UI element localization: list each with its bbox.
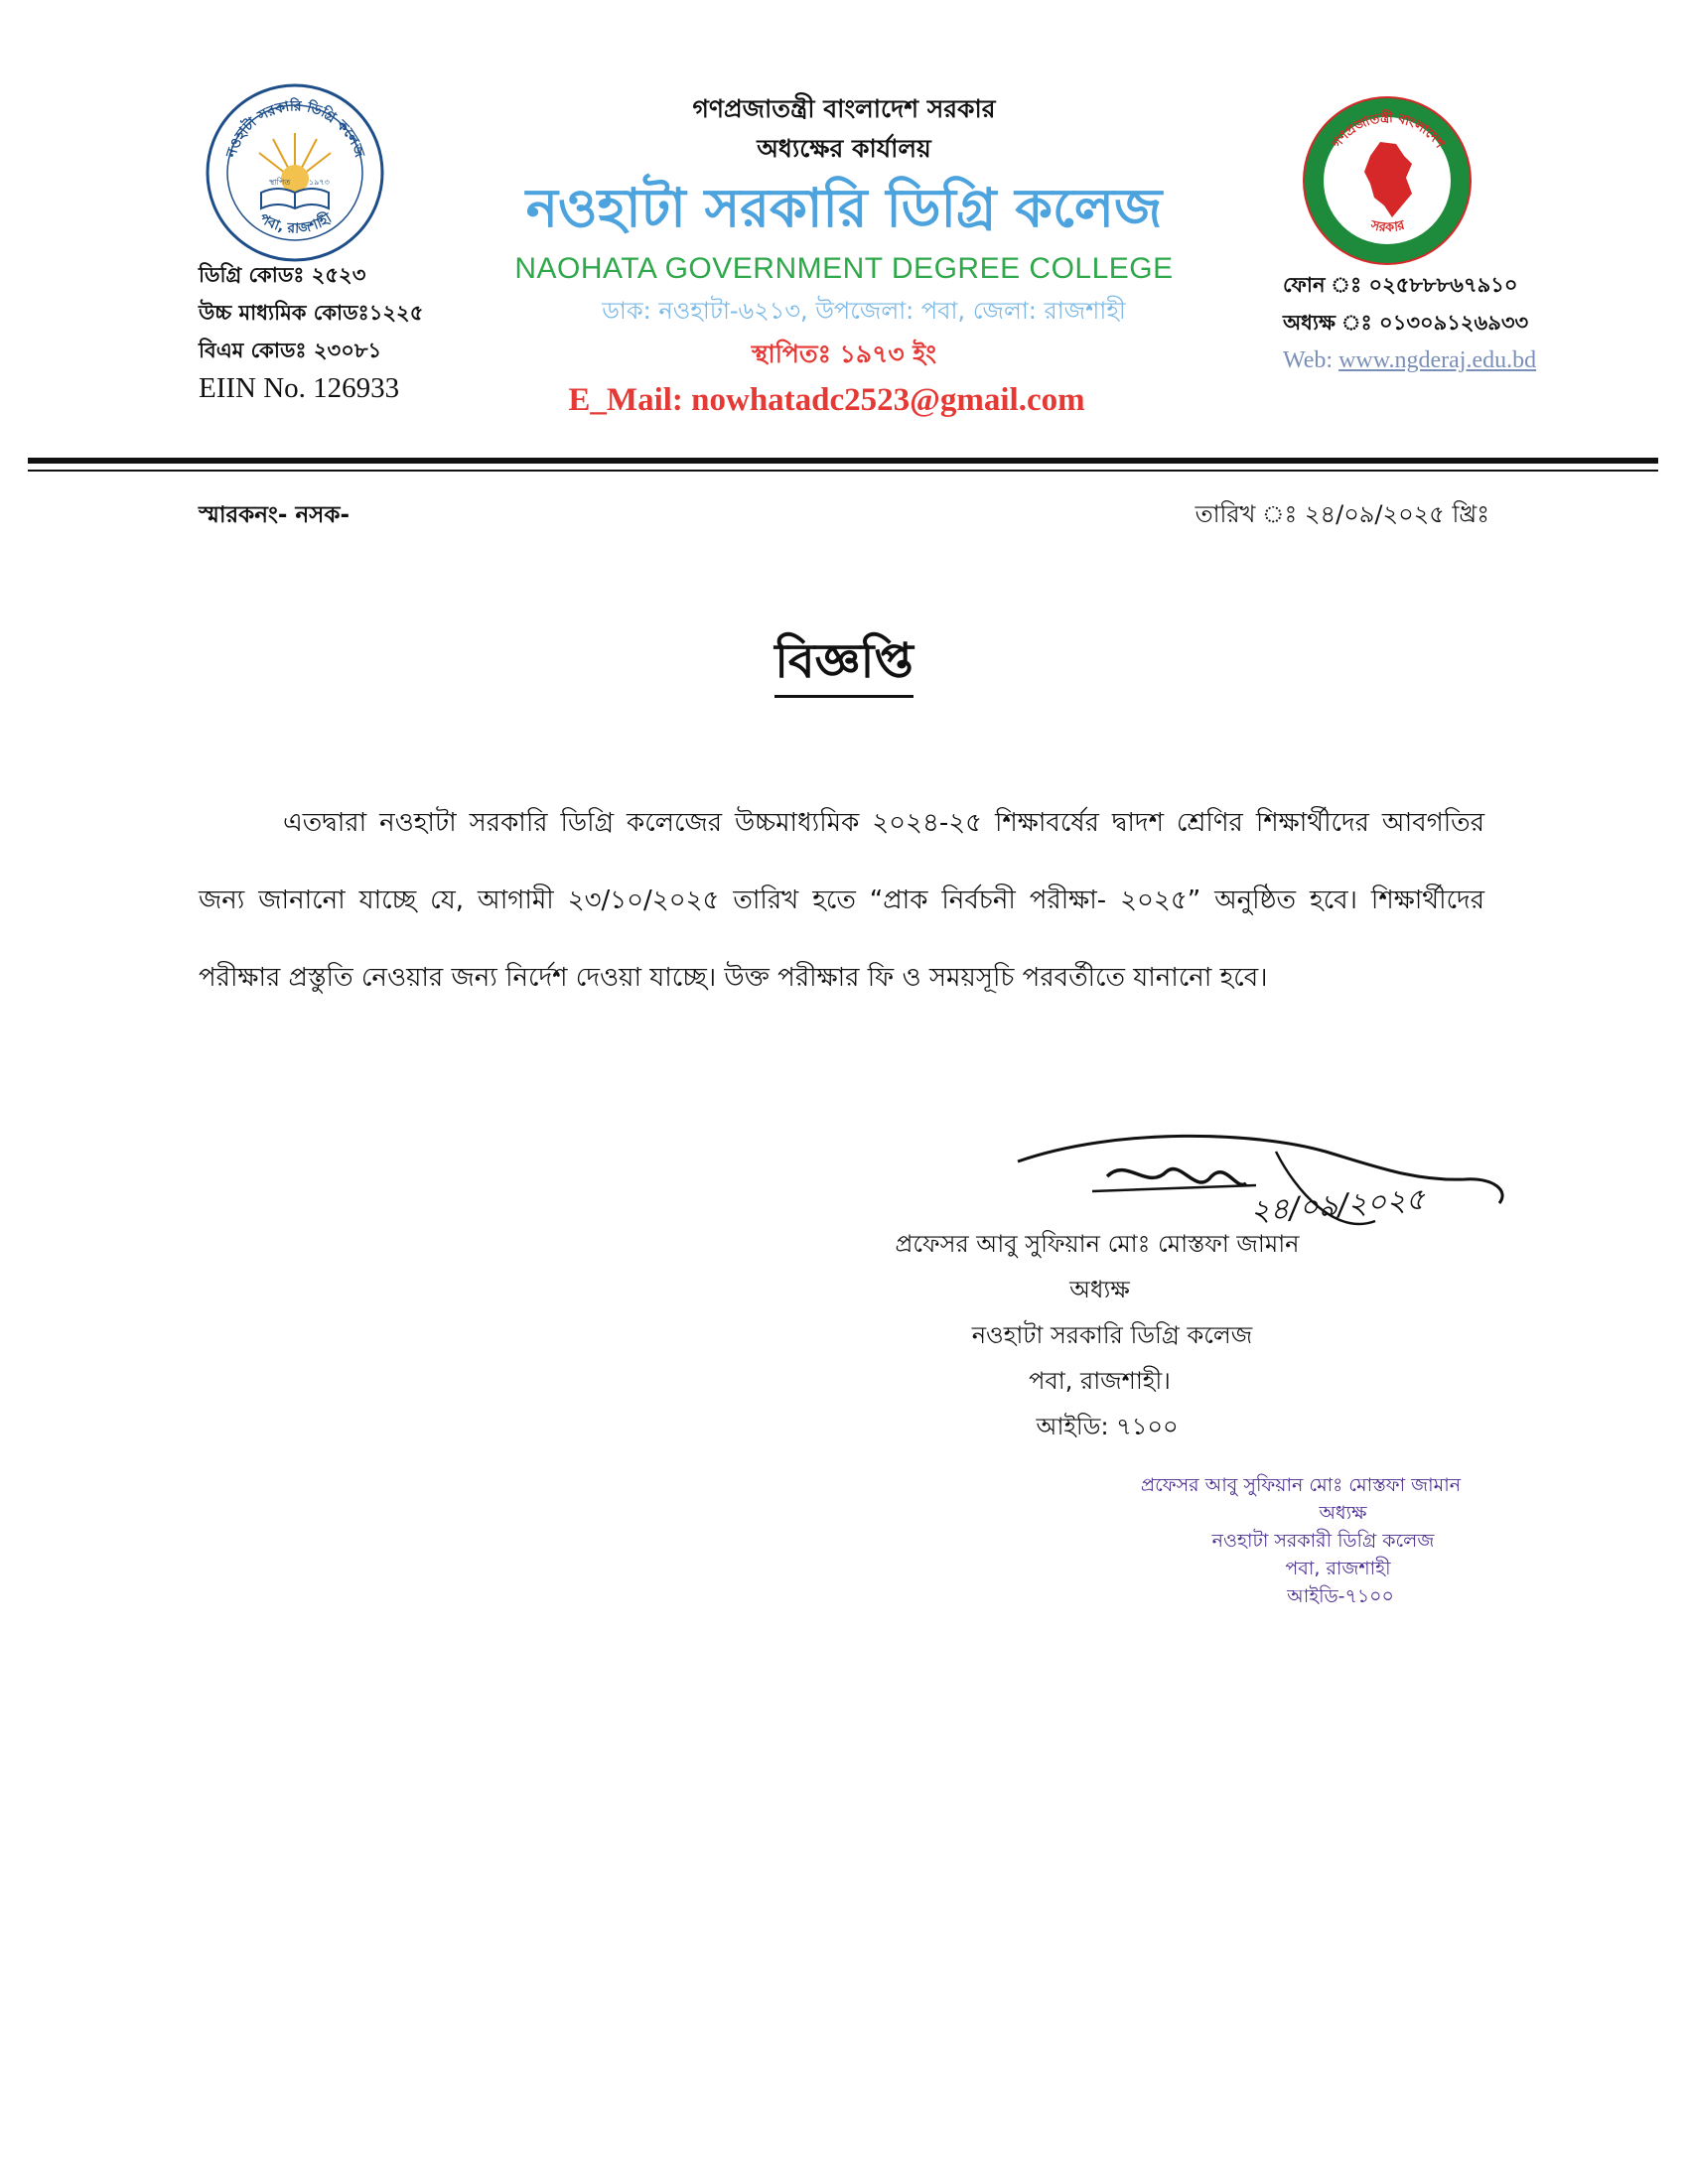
svg-text:১৯৭৩: ১৯৭৩ bbox=[309, 178, 330, 187]
svg-text:পবা, রাজশাহী: পবা, রাজশাহী bbox=[256, 210, 335, 237]
stamp-id: আইডি-৭১০০ bbox=[1287, 1585, 1394, 1607]
phone-number: ফোন ঃ ০২৫৮৮৮৬৭৯১০ bbox=[1283, 273, 1518, 297]
web-label: Web: bbox=[1283, 347, 1339, 373]
notice-title bbox=[0, 625, 1688, 704]
svg-text:২৪/০৯/২০২৫: ২৪/০৯/২০২৫ bbox=[1249, 1181, 1427, 1229]
svg-text:স্থাপিত: স্থাপিত bbox=[269, 178, 291, 187]
header-divider-thin bbox=[28, 470, 1658, 472]
website-link[interactable]: www.ngderaj.edu.bd bbox=[1338, 347, 1537, 373]
established-year: স্থাপিতঃ ১৯৭৩ ইং bbox=[751, 340, 937, 368]
college-logo bbox=[204, 81, 387, 265]
college-name-english: NAOHATA GOVERNMENT DEGREE COLLEGE bbox=[514, 252, 1174, 285]
government-name: গণপ্রজাতন্ত্রী বাংলাদেশ সরকার bbox=[692, 94, 996, 123]
office-name: অধ্যক্ষের কার্যালয় bbox=[757, 134, 931, 163]
notice-body: এতদ্বারা নওহাটা সরকারি ডিগ্রি কলেজের উচ্চমাধ্যমিক ২০২৪-২৫ শিক্ষাবর্ষের দ্বাদশ শ্রেণির শিক্ষার্থীদের আবগতির জন্য জানানো যাচ্ছে যে, আগামী ২৩/১০/২০২৫ তারিখ হতে “প্রাক নির্বচনী পরীক্ষা- ২০২৫” অনুষ্ঠিত হবে। শিক্ষার্থীদের পরীক্ষার প্রস্তুতি নেওয়ার জন্য নির্দেশ দেওয়া যাচ্ছে। উক্ত পরীক্ষার ফি ও সময়সূচি পরবর্তীতে যানানো হবে। bbox=[199, 808, 1484, 993]
notice-date: তারিখ ঃ ২৪/০৯/২০২৫ খ্রিঃ bbox=[1195, 500, 1489, 528]
header-divider-thick bbox=[28, 458, 1658, 464]
signatory-designation: অধ্যক্ষ bbox=[1069, 1276, 1130, 1303]
bm-code: বিএম কোডঃ ২৩০৮১ bbox=[199, 339, 382, 362]
letterhead bbox=[477, 87, 1211, 423]
notice-title-text: বিজ্ঞপ্তি bbox=[774, 633, 914, 698]
website bbox=[1283, 341, 1536, 379]
college-email: E_Mail: nowhatadc2523@gmail.com bbox=[568, 382, 1085, 418]
svg-text:নওহাটা সরকারি ডিগ্রি কলেজ: নওহাটা সরকারি ডিগ্রি কলেজ bbox=[223, 98, 367, 160]
contact-info bbox=[1283, 266, 1536, 379]
signature-block bbox=[854, 1221, 1509, 1449]
stamp-designation: অধ্যক্ষ bbox=[1319, 1502, 1367, 1524]
memo-number: স্মারকনং- নসক- bbox=[199, 502, 350, 528]
government-seal bbox=[1301, 94, 1475, 268]
svg-text:গণপ্রজাতন্ত্রী বাংলাদেশ: গণপ্রজাতন্ত্রী বাংলাদেশ bbox=[1330, 110, 1447, 152]
stamp-name: প্রফেসর আবু সুফিয়ান মোঃ মোস্তফা জামান bbox=[1140, 1474, 1462, 1496]
college-name-bangla: নওহাটা সরকারি ডিগ্রি কলেজ bbox=[525, 177, 1163, 239]
stamp-place: পবা, রাজশাহী bbox=[1285, 1558, 1391, 1579]
hsc-code: উচ্চ মাধ্যমিক কোডঃ১২২৫ bbox=[199, 301, 424, 325]
official-stamp bbox=[1053, 1471, 1509, 1610]
college-codes bbox=[199, 256, 423, 407]
signatory-college: নওহাটা সরকারি ডিগ্রি কলেজ bbox=[971, 1321, 1253, 1349]
stamp-college: নওহাটা সরকারী ডিগ্রি কলেজ bbox=[1211, 1530, 1435, 1552]
svg-text:সরকার: সরকার bbox=[1368, 217, 1407, 236]
degree-code: ডিগ্রি কোডঃ ২৫২৩ bbox=[199, 263, 366, 287]
signatory-name: প্রফেসর আবু সুফিয়ান মোঃ মোস্তফা জামান bbox=[895, 1230, 1300, 1258]
eiin-number: EIIN No. 126933 bbox=[199, 372, 400, 404]
college-address: ডাক: নওহাটা-৬২১৩, উপজেলা: পবা, জেলা: রাজশাহী bbox=[602, 297, 1126, 325]
principal-phone: অধ্যক্ষ ঃ ০১৩০৯১২৬৯৩৩ bbox=[1283, 311, 1529, 335]
signatory-id: আইডি: ৭১০০ bbox=[1036, 1413, 1179, 1440]
signatory-place: পবা, রাজশাহী। bbox=[1029, 1367, 1171, 1395]
